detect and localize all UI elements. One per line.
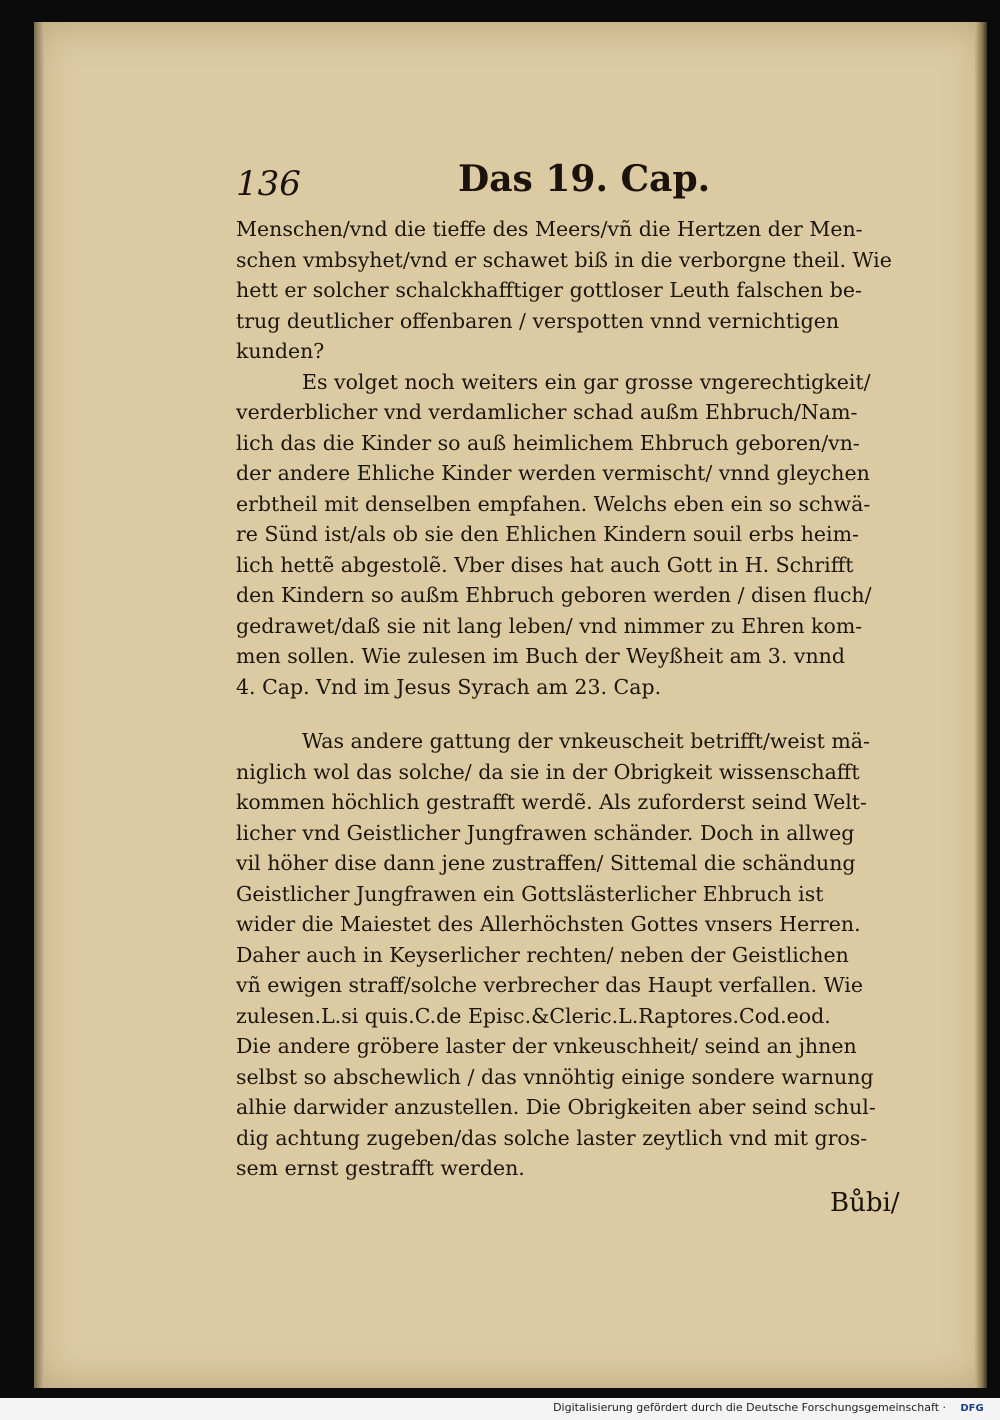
text-line: Es volget noch weiters ein gar grosse vngerechtigkeit/	[302, 369, 871, 394]
paragraph-1	[236, 214, 916, 367]
paragraph-3	[236, 726, 916, 1184]
text-line: schen vmbsyhet/vnd er schawet biß in die verborgne theil. Wie	[236, 247, 892, 272]
text-line: niglich wol das solche/ da sie in der Obrigkeit wissenschafft	[236, 759, 860, 784]
text-line: 4. Cap. Vnd im Jesus Syrach am 23. Cap.	[236, 674, 662, 699]
text-line: hett er solcher schalckhafftiger gottloser Leuth falschen be-	[236, 278, 862, 302]
page-header	[236, 158, 916, 214]
text-line: kommen höchlich gestrafft werdẽ. Als zuforderst seind Welt-	[236, 790, 867, 814]
text-line: der andere Ehliche Kinder werden vermischt/ vnnd gleychen	[236, 461, 870, 485]
text-line: zulesen.L.si quis.C.de Episc.&Cleric.L.Raptores.Cod.eod.	[236, 1003, 831, 1028]
text-line: Was andere gattung der vnkeuscheit betrifft/weist mä-	[302, 729, 870, 753]
running-head: Das 19. Cap.	[458, 158, 711, 200]
text-line: gedrawet/daß sie nit lang leben/ vnd nimmer zu Ehren kom-	[236, 613, 863, 638]
page-number: 136	[236, 164, 301, 204]
footer-credit: Digitalisierung gefördert durch die Deutsche Forschungsgemeinschaft ·	[553, 1401, 946, 1414]
text-line: vil höher dise dann jene zustraffen/ Sittemal die schändung	[236, 851, 856, 875]
dfg-logo: DFG	[960, 1403, 984, 1414]
text-line: vñ ewigen straff/solche verbrecher das Haupt verfallen. Wie	[236, 973, 863, 997]
text-line: kunden?	[236, 339, 325, 363]
text-line: dig achtung zugeben/das solche laster zeytlich vnd mit gros-	[236, 1125, 868, 1150]
text-line: licher vnd Geistlicher Jungfrawen schänder. Doch in allweg	[236, 820, 855, 845]
page-edge	[975, 22, 987, 1388]
body-text	[236, 214, 916, 1184]
text-line: Die andere gröbere laster der vnkeuschheit/ seind an jhnen	[236, 1034, 857, 1058]
text-line: lich das die Kinder so auß heimlichem Ehbruch geboren/vn-	[236, 430, 860, 455]
paragraph-2	[236, 367, 916, 703]
paragraph-gap	[236, 702, 916, 726]
text-line: men sollen. Wie zulesen im Buch der Weyßheit am 3. vnnd	[236, 644, 845, 668]
page-gutter	[34, 22, 44, 1388]
text-line: Daher auch in Keyserlicher rechten/ neben der Geistlichen	[236, 942, 849, 967]
text-line: trug deutlicher offenbaren / verspotten vnnd vernichtigen	[236, 308, 840, 333]
text-line: Geistlicher Jungfrawen ein Gottslästerlicher Ehbruch ist	[236, 881, 824, 906]
text-line: re Sünd ist/als ob sie den Ehlichen Kindern souil erbs heim-	[236, 522, 859, 546]
text-line: den Kindern so außm Ehbruch geboren werden / disen fluch/	[236, 583, 872, 607]
text-line: Menschen/vnd die tieffe des Meers/vñ die Hertzen der Men-	[236, 217, 863, 241]
text-line: erbtheil mit denselben empfahen. Welchs eben ein so schwä-	[236, 491, 871, 516]
text-line: lich hettẽ abgestolẽ. Vber dises hat auch Gott in H. Schrifft	[236, 552, 854, 577]
text-line: sem ernst gestrafft werden.	[236, 1156, 525, 1180]
catchword: Bůbi/	[830, 1188, 900, 1218]
text-line: wider die Maiestet des Allerhöchsten Gottes vnsers Herren.	[236, 912, 861, 936]
text-line: alhie darwider anzustellen. Die Obrigkeiten aber seind schul-	[236, 1095, 876, 1119]
text-line: verderblicher vnd verdamlicher schad außm Ehbruch/Nam-	[236, 400, 858, 424]
text-line: selbst so abschewlich / das vnnöhtig einige sondere warnung	[236, 1064, 874, 1089]
footer-bar	[0, 1398, 1000, 1420]
